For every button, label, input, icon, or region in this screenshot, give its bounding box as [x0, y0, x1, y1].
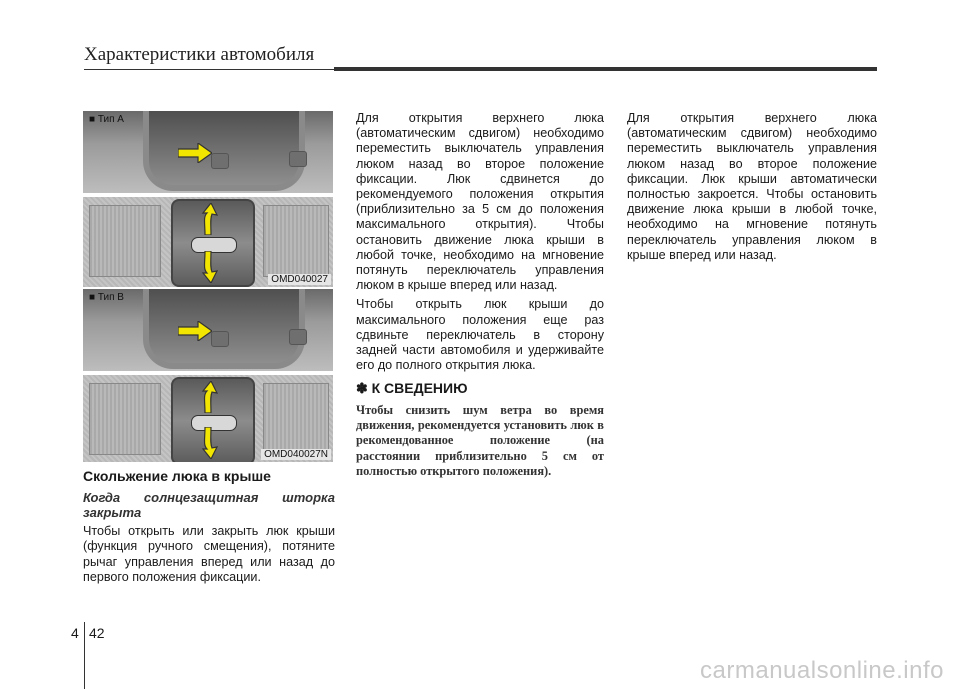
header-rule-thick: [334, 67, 877, 71]
column-1: [83, 469, 335, 585]
arrow-down-icon: [199, 251, 219, 283]
subheading: Когда солнцезащитная шторка закрыта: [83, 490, 335, 521]
figure-code: OMD040027N: [261, 449, 331, 460]
figure-code: OMD040027: [268, 274, 331, 285]
section-heading: Скольжение люка в крыше: [83, 468, 271, 484]
arrow-up-icon: [199, 381, 219, 413]
arrow-up-icon: [199, 203, 219, 235]
note-body: Чтобы снизить шум ветра во время движения, рекомендуется установить люк в рекомендованное положение (на расстоянии приблизительно 5 см от полностью открытого положения).: [356, 402, 604, 479]
paragraph: Для открытия верхнего люка (автоматическим сдвигом) необходимо переместить выключатель управления люком назад во второе положение фиксации. Люк крыши автоматически полностью закроется. Чтобы остановить движение люка крыши в любой точке, необходимо на мгновение потянуть переключатель управления люком в крыше вперед или назад.: [627, 111, 877, 262]
arrow-right-icon: [178, 143, 212, 163]
note-heading: ✽ К СВЕДЕНИЮ: [356, 380, 468, 397]
paragraph: Чтобы открыть люк крыши до максимального положения еще раз сдвиньте переключатель в сторону задней части автомобиля и удерживайте его до полного открытия люка.: [356, 297, 604, 373]
header-title: Характеристики автомобиля: [84, 44, 315, 65]
arrow-down-icon: [199, 427, 219, 459]
chapter-number: 4: [71, 625, 79, 641]
arrow-right-icon: [178, 321, 212, 341]
paragraph: Чтобы открыть или закрыть люк крыши (функция ручного смещения), потяните рычаг управления вперед или назад до первого положения фиксации.: [83, 524, 335, 584]
paragraph: Для открытия верхнего люка (автоматическим сдвигом) необходимо переместить выключатель управления люком назад во второе положение фиксации. Люк сдвинется до рекомендуемого положения открытия (приблизительно за 5 см до положения максимального открытия). Чтобы остановить движение люка крыши в любой точке, необходимо на мгновение потянуть переключатель управления люком в крыше вперед или назад.: [356, 111, 604, 293]
figure-tag: ■ Тип A: [89, 114, 124, 125]
column-2: [356, 111, 604, 480]
page-number: 42: [89, 625, 105, 641]
figure-tag: ■ Тип B: [89, 292, 124, 303]
figure-type-b: [83, 289, 333, 462]
column-3: [627, 111, 877, 263]
figure-type-a: [83, 111, 333, 287]
footer-rule: [84, 622, 85, 689]
watermark: carmanualsonline.info: [700, 657, 944, 684]
